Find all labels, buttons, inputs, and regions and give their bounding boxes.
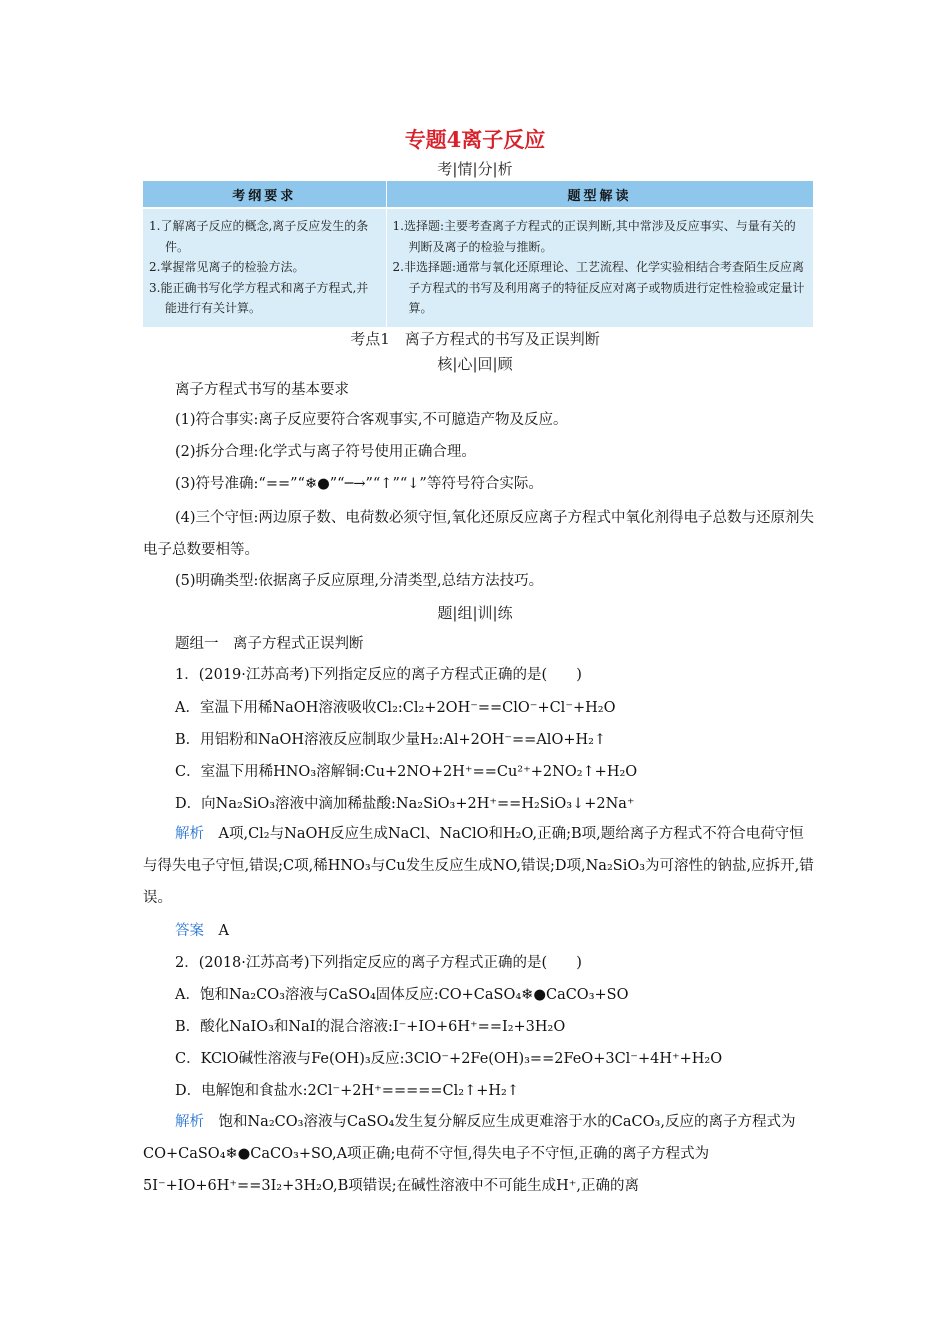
outline-col1-item: 2.掌握常见离子的检验方法。 <box>149 260 305 274</box>
analysis-label: 解析 <box>175 826 204 842</box>
outline-col1-item: 3.能正确书写化学方程式和离子方程式,并能进行有关计算。 <box>149 280 369 315</box>
question-option: A．饱和Na₂CO₃溶液与CaSO₄固体反应:CO+CaSO₄❄●CaCO₃+SO <box>175 987 629 1003</box>
outline-col2-cell <box>386 208 813 327</box>
answer-line <box>175 921 229 941</box>
outline-col2-header: 题型解读 <box>386 181 813 208</box>
analysis-label: 解析 <box>175 1114 204 1130</box>
outline-col1-header: 考纲要求 <box>143 181 386 208</box>
requirement-item: (1)符合事实:离子反应要符合客观事实,不可臆造产物及反应。 <box>175 412 568 428</box>
question-stem: 1．(2019·江苏高考)下列指定反应的离子方程式正确的是( ) <box>175 667 582 683</box>
question-option: A．室温下用稀NaOH溶液吸收Cl₂:Cl₂+2OH⁻==ClO⁻+Cl⁻+H₂O <box>175 700 616 716</box>
question-option: C．KClO碱性溶液与Fe(OH)₃反应:3ClO⁻+2Fe(OH)₃==2FeO+3Cl⁻+4H⁺+H₂O <box>175 1051 723 1067</box>
question-option: D．电解饱和食盐水:2Cl⁻+2H⁺=====Cl₂↑+H₂↑ <box>175 1083 519 1099</box>
analysis-paragraph <box>143 1106 815 1202</box>
answer-label: 答案 <box>175 923 204 939</box>
analysis-text: 饱和Na₂CO₃溶液与CaSO₄发生复分解反应生成更难溶于水的CaCO₃,反应的离子方程式为CO+CaSO₄❄●CaCO₃+SO,A项正确;电荷不守恒,得失电子不守恒,正确的离子方程式为5I⁻+IO+6H⁺==3I₂+3H₂O,B项错误;在碱性溶液中不可能生成H⁺,正确的离 <box>143 1114 796 1194</box>
question-option: B．酸化NaIO₃和NaI的混合溶液:I⁻+IO+6H⁺==I₂+3H₂O <box>175 1019 566 1035</box>
requirement-item: (2)拆分合理:化学式与离子符号使用正确合理。 <box>175 444 476 460</box>
core-review-heading: 核|心|回|顾 <box>437 355 513 373</box>
group-training-heading: 题|组|训|练 <box>437 604 513 622</box>
analysis-paragraph <box>143 818 815 914</box>
page-title: 专题4离子反应 <box>404 127 546 152</box>
outline-col2-item: 2.非选择题:通常与氧化还原理论、工艺流程、化学实验相结合考查陌生反应离子方程式的书写及利用离子的特征反应对离子或物质进行定性检验或定量计算。 <box>392 260 805 315</box>
section-heading-analysis: 考|情|分|析 <box>437 160 513 178</box>
requirement-item: (5)明确类型:依据离子反应原理,分清类型,总结方法技巧。 <box>175 573 544 589</box>
answer-value: A <box>218 923 229 939</box>
outline-col1-item: 1.了解离子反应的概念,离子反应发生的条件。 <box>149 219 369 254</box>
question-option: D．向Na₂SiO₃溶液中滴加稀盐酸:Na₂SiO₃+2H⁺==H₂SiO₃↓+2Na⁺ <box>175 796 635 812</box>
analysis-text: A项,Cl₂与NaOH反应生成NaCl、NaClO和H₂O,正确;B项,题给离子方程式不符合电荷守恒与得失电子守恒,错误;C项,稀HNO₃与Cu发生反应生成NO,错误;D项,Na₂SiO₃为可溶性的钠盐,应拆开,错误。 <box>143 826 814 906</box>
requirement-item: (4)三个守恒:两边原子数、电荷数必须守恒,氧化还原反应离子方程式中氧化剂得电子总数与还原剂失电子总数要相等。 <box>143 510 815 558</box>
basic-requirements-title: 离子方程式书写的基本要求 <box>175 382 349 398</box>
question-option: C．室温下用稀HNO₃溶解铜:Cu+2NO+2H⁺==Cu²⁺+2NO₂↑+H₂O <box>175 764 638 780</box>
question-option: B．用铝粉和NaOH溶液反应制取少量H₂:Al+2OH⁻==AlO+H₂↑ <box>175 732 607 748</box>
outline-col1-cell <box>143 208 386 327</box>
group-title: 题组一 离子方程式正误判断 <box>175 636 364 652</box>
outline-table <box>143 181 814 327</box>
outline-col2-item: 1.选择题:主要考查离子方程式的正误判断,其中常涉及反应事实、与量有关的判断及离子的检验与推断。 <box>392 219 796 254</box>
kaodian-heading: 考点1 离子方程式的书写及正误判断 <box>350 330 600 348</box>
question-stem: 2．(2018·江苏高考)下列指定反应的离子方程式正确的是( ) <box>175 955 582 971</box>
requirement-item: (3)符号准确:“==”“❄●”“─→”“↑”“↓”等符号符合实际。 <box>175 476 543 492</box>
